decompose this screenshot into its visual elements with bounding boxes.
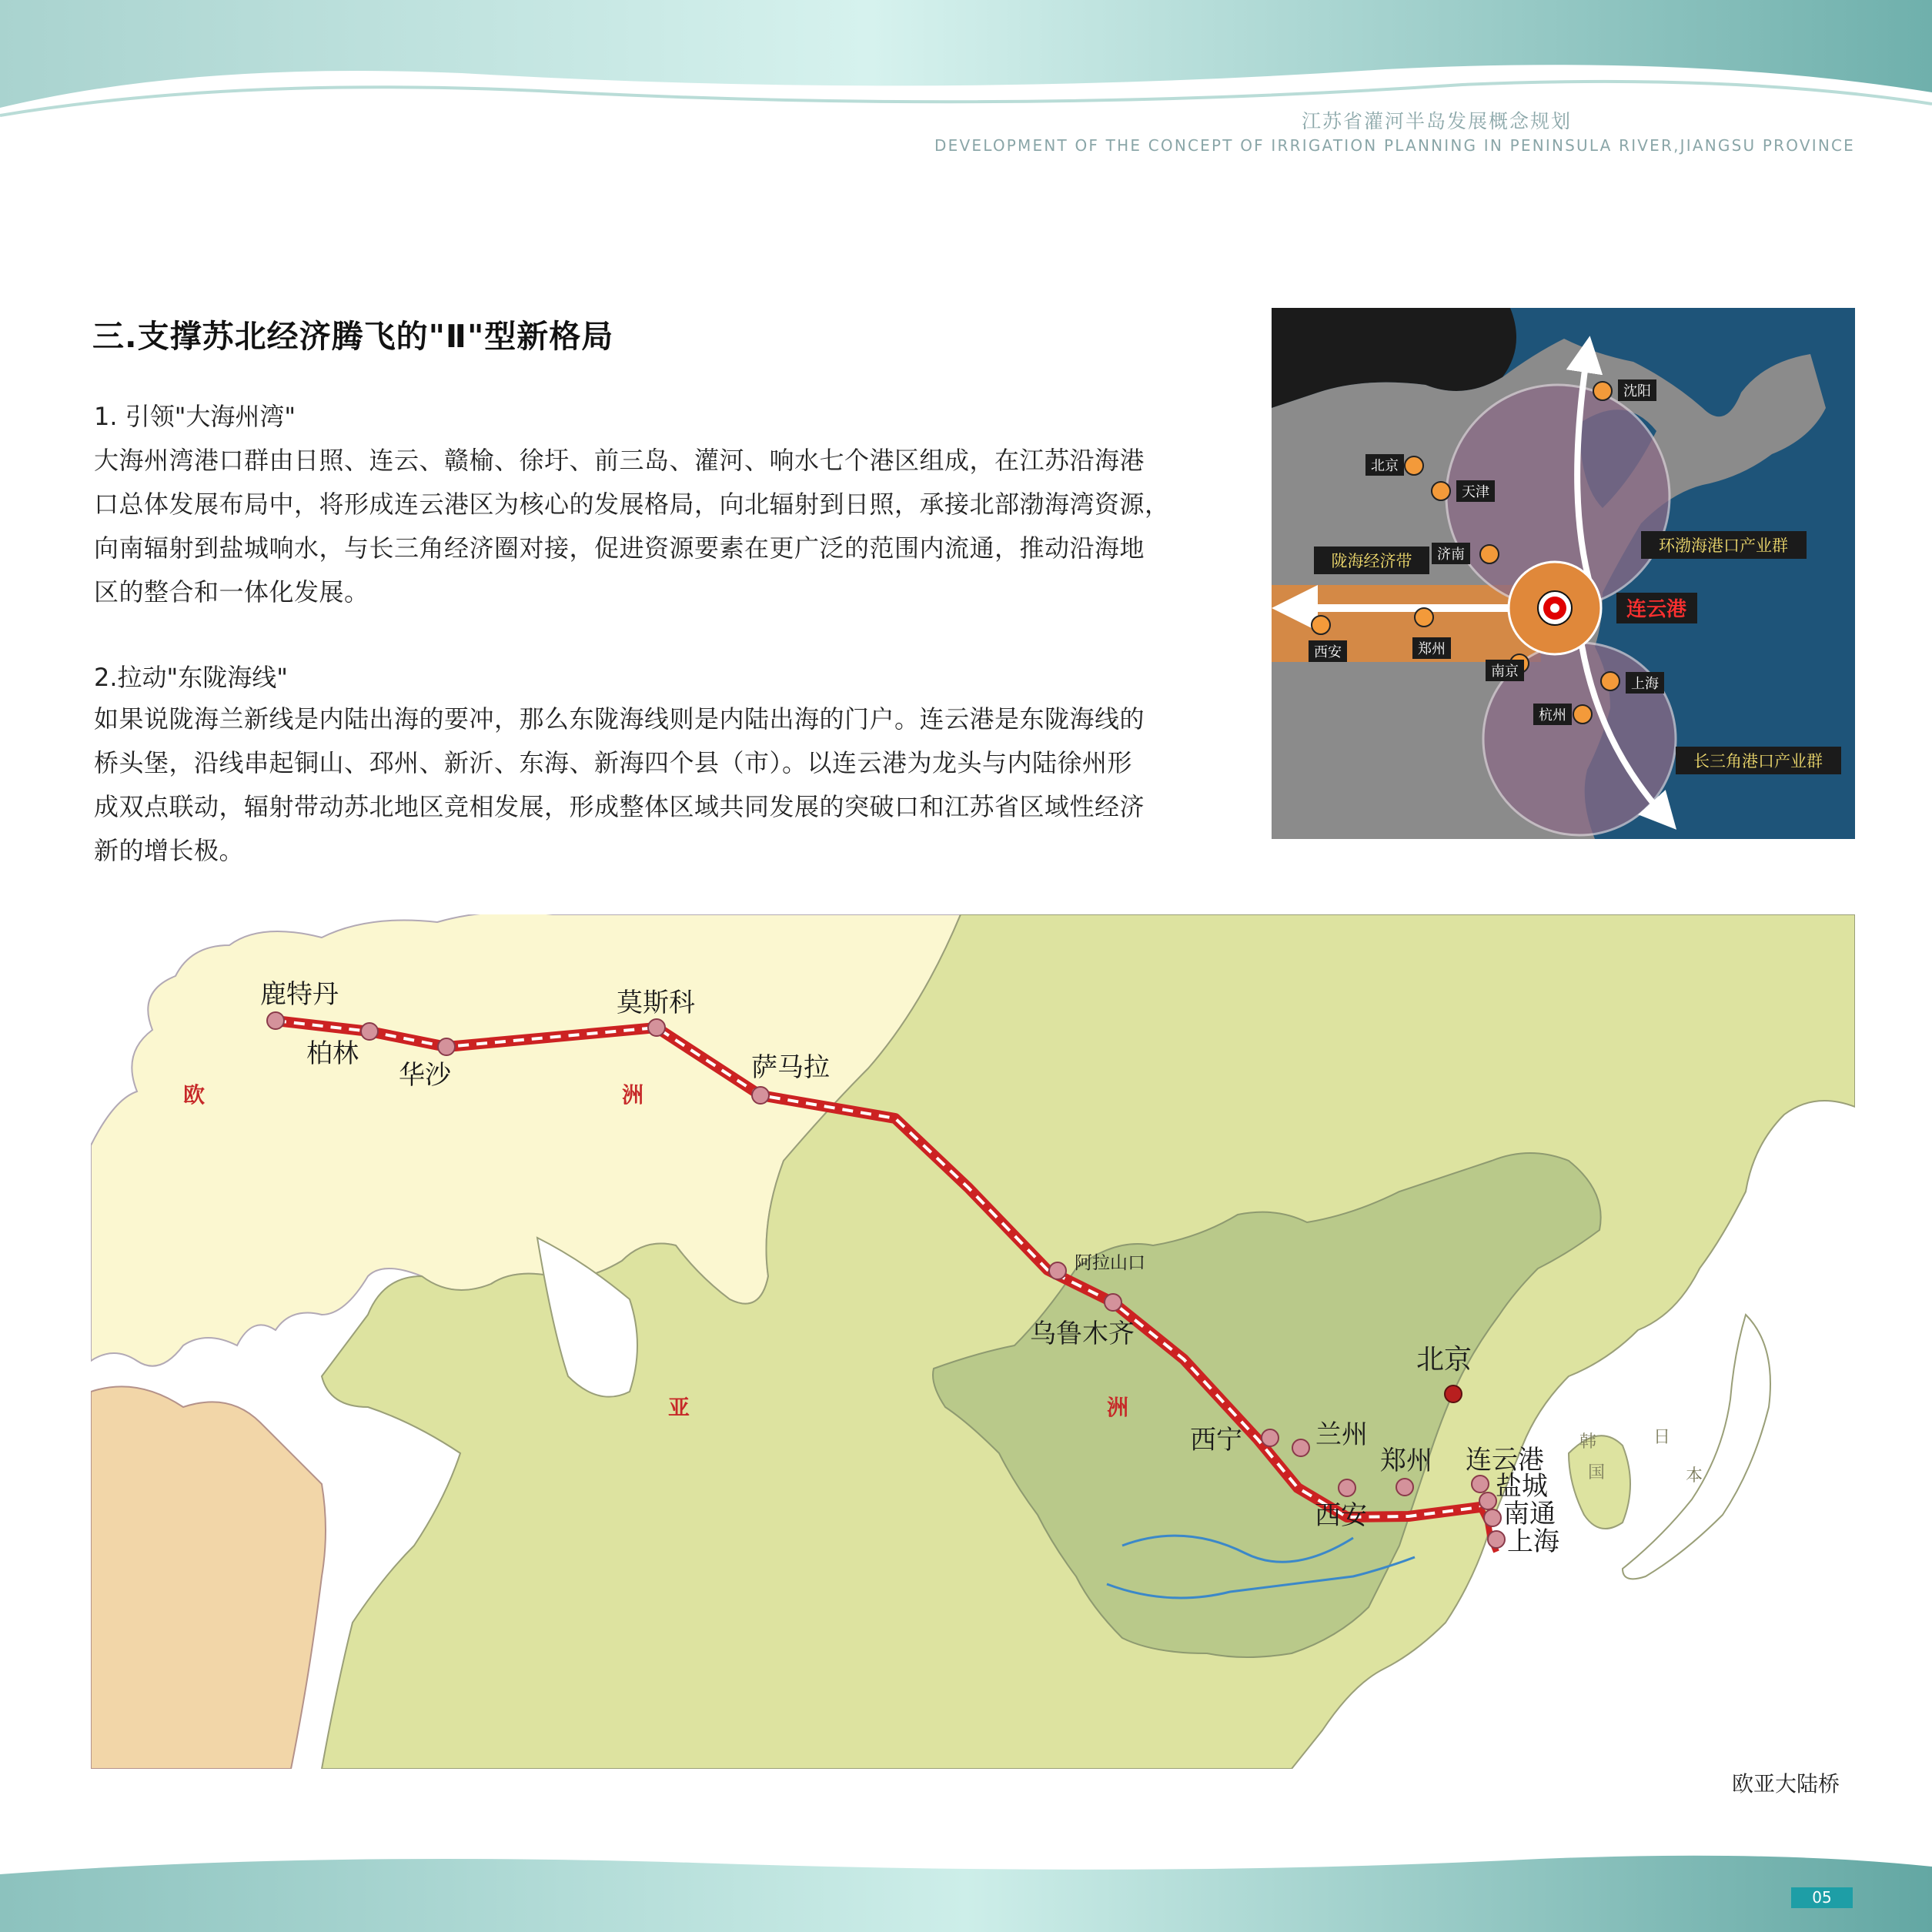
inset-city-label: 杭州 — [1539, 707, 1566, 724]
route-city-label: 盐城 — [1496, 1471, 1548, 1502]
paragraph-2 — [94, 697, 1241, 873]
route-city-dot — [1105, 1294, 1121, 1311]
route-city-dot — [361, 1023, 378, 1040]
route-city-dot — [438, 1038, 455, 1055]
map-caption: 欧亚大陆桥 — [1731, 1771, 1840, 1797]
paragraph-2-line: 新的增长极。 — [94, 836, 245, 865]
route-city-dot — [267, 1012, 284, 1029]
route-city-dot — [1479, 1492, 1496, 1509]
inset-city-dot — [1480, 545, 1499, 563]
inset-city-dot — [1601, 672, 1619, 690]
route-city-dot — [752, 1087, 769, 1104]
route-city-dot — [1472, 1476, 1489, 1492]
inset-city-label: 济南 — [1437, 547, 1465, 563]
inset-city-dot — [1312, 616, 1330, 634]
route-city-label: 西安 — [1315, 1500, 1367, 1531]
route-city-dot — [648, 1019, 665, 1036]
inset-city-dot — [1415, 608, 1433, 627]
page-number: 05 — [1791, 1887, 1853, 1908]
inset-city-label: 西安 — [1314, 644, 1342, 660]
continent-label: 欧 — [183, 1082, 206, 1108]
route-city-label: 上海 — [1507, 1526, 1559, 1557]
country-label: 国 — [1588, 1463, 1606, 1482]
inset-city-label: 南京 — [1491, 663, 1519, 680]
inset-city-label: 北京 — [1371, 458, 1399, 474]
paragraph-1-line: 口总体发展布局中，将形成连云港区为核心的发展格局，向北辐射到日照，承接北部渤海湾资源， — [94, 490, 1170, 519]
paragraph-2-line: 如果说陇海兰新线是内陆出海的要冲，那么东陇海线则是内陆出海的门户。连云港是东陇海线的 — [94, 704, 1145, 734]
route-city-label: 兰州 — [1315, 1419, 1368, 1450]
route-city-label: 莫斯科 — [617, 988, 695, 1018]
route-city-dot — [1292, 1439, 1309, 1456]
paragraph-1 — [94, 439, 1241, 614]
paragraph-2-line: 桥头堡，沿线串起铜山、邳州、新沂、东海、新海四个县（市）。以连云港为龙头与内陆徐州形 — [94, 748, 1133, 777]
route-city-label: 郑州 — [1380, 1446, 1432, 1476]
continent-label: 洲 — [1107, 1395, 1129, 1420]
route-city-dot — [1396, 1479, 1413, 1496]
country-label: 本 — [1686, 1466, 1703, 1486]
inset-center-label: 连云港 — [1626, 598, 1687, 621]
route-city-dot — [1049, 1262, 1066, 1279]
inset-city-label: 沈阳 — [1623, 383, 1651, 399]
inset-city-label: 天津 — [1462, 484, 1489, 500]
route-city-dot — [1488, 1531, 1505, 1548]
inset-city-dot — [1432, 482, 1450, 500]
continent-label: 洲 — [622, 1082, 644, 1108]
subtitle-2: 2.拉动"东陇海线" — [94, 663, 288, 692]
inset-city-label: 上海 — [1631, 676, 1659, 692]
country-label: 日 — [1653, 1428, 1671, 1447]
route-city-dot — [1484, 1509, 1501, 1526]
header-title-en: DEVELOPMENT OF THE CONCEPT OF IRRIGATION PLANNING IN PENINSULA RIVER,JIANGSU PROVINCE — [934, 136, 1855, 155]
inset-corridor-label: 陇海经济带 — [1331, 552, 1412, 570]
country-label: 韩 — [1579, 1432, 1597, 1452]
route-city-label: 乌鲁木齐 — [1030, 1319, 1135, 1349]
route-city-label: 连云港 — [1466, 1445, 1544, 1476]
route-city-label: 萨马拉 — [751, 1052, 830, 1083]
route-city-label: 西宁 — [1190, 1425, 1242, 1456]
route-city-label: 南通 — [1503, 1499, 1556, 1529]
inset-map — [1272, 308, 1855, 839]
header-title-cn: 江苏省灌河半岛发展概念规划 — [1301, 110, 1572, 132]
paragraph-1-line: 向南辐射到盐城响水，与长三角经济圈对接，促进资源要素在更广泛的范围内流通，推动沿海地 — [94, 533, 1145, 563]
top-banner — [0, 0, 1932, 131]
inset-center-core — [1550, 603, 1559, 613]
route-city-label: 华沙 — [399, 1060, 451, 1091]
inset-city-label: 郑州 — [1418, 641, 1446, 657]
paragraph-1-line: 大海州湾港口群由日照、连云、赣榆、徐圩、前三岛、灌河、响水七个港区组成，在江苏沿海港 — [94, 446, 1145, 475]
bottom-banner — [0, 1843, 1932, 1932]
capital-label: 北京 — [1416, 1344, 1472, 1375]
inset-south-label: 长三角港口产业群 — [1693, 752, 1823, 770]
capital-dot — [1445, 1385, 1462, 1402]
route-city-label: 鹿特丹 — [260, 979, 339, 1010]
continent-label: 亚 — [668, 1395, 690, 1420]
route-city-label: 柏林 — [306, 1038, 359, 1069]
inset-north-label: 环渤海港口产业群 — [1659, 536, 1788, 555]
inset-city-dot — [1593, 382, 1612, 400]
section-title: 三.支撑苏北经济腾飞的"Ⅱ"型新格局 — [92, 318, 614, 355]
inset-city-dot — [1573, 705, 1592, 724]
eurasia-map — [91, 914, 1855, 1769]
inset-city-dot — [1405, 456, 1423, 475]
route-city-label: 阿拉山口 — [1075, 1253, 1145, 1273]
paragraph-1-line: 区的整合和一体化发展。 — [94, 577, 369, 607]
paragraph-2-line: 成双点联动，辐射带动苏北地区竞相发展，形成整体区域共同发展的突破口和江苏省区域性经济 — [94, 792, 1145, 821]
route-city-dot — [1339, 1479, 1355, 1496]
route-city-dot — [1262, 1429, 1279, 1446]
subtitle-1: 1. 引领"大海州湾" — [94, 402, 296, 431]
